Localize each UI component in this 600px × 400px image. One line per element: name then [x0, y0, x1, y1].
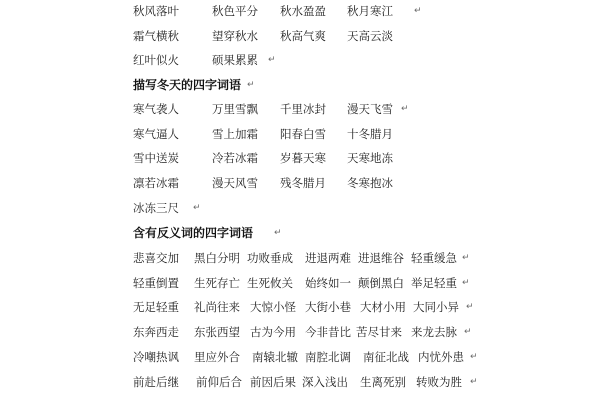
idiom: 生死攸关	[247, 276, 293, 290]
idiom: 雪中送炭	[133, 151, 179, 165]
idiom: 东奔西走	[133, 325, 179, 339]
idiom: 硕果累累	[212, 53, 258, 67]
idiom: 苦尽甘来	[356, 325, 402, 339]
idiom: 始终如一	[305, 276, 351, 290]
idiom: 大同小异	[413, 300, 459, 314]
idiom: 前赴后继	[133, 375, 179, 389]
idiom: 进退维谷	[358, 251, 404, 265]
antonym-idiom-row	[0, 297, 600, 317]
idiom: 转败为胜	[416, 375, 462, 389]
paragraph-mark-icon: ↵	[274, 228, 282, 238]
idiom: 冬寒抱冰	[347, 176, 393, 190]
idiom: 黑白分明	[194, 251, 240, 265]
idiom: 里应外合	[194, 350, 240, 364]
idiom: 冷嘲热讽	[133, 350, 179, 364]
winter-idiom-row	[0, 173, 600, 193]
section-heading-row	[0, 223, 600, 243]
idiom: 漫天风雪	[212, 176, 258, 190]
idiom: 秋色平分	[212, 4, 258, 18]
idiom: 残冬腊月	[280, 176, 326, 190]
section-heading-row	[0, 75, 600, 95]
antonym-idiom-row	[0, 322, 600, 342]
idiom: 举足轻重	[411, 276, 457, 290]
autumn-idiom-row	[0, 26, 600, 46]
paragraph-mark-icon: ↵	[462, 278, 470, 288]
paragraph-mark-icon: ↵	[470, 377, 478, 387]
idiom: 凛若冰霜	[133, 176, 179, 190]
idiom: 十冬腊月	[347, 127, 393, 141]
idiom: 千里冰封	[280, 102, 326, 116]
idiom: 秋水盈盈	[280, 4, 326, 18]
idiom: 功败垂成	[247, 251, 293, 265]
idiom: 进退两难	[305, 251, 351, 265]
antonym-idiom-row	[0, 347, 600, 367]
paragraph-mark-icon: ↵	[414, 6, 422, 16]
idiom: 南征北战	[363, 350, 409, 364]
idiom: 霜气横秋	[133, 29, 179, 43]
antonym-idiom-row	[0, 273, 600, 293]
idiom: 秋风落叶	[133, 4, 179, 18]
paragraph-mark-icon: ↵	[193, 203, 201, 213]
paragraph-mark-icon: ↵	[466, 302, 474, 312]
idiom: 大惊小怪	[250, 300, 296, 314]
winter-heading: 描写冬天的四字词语	[133, 78, 242, 92]
idiom: 万里雪飘	[212, 102, 258, 116]
idiom: 天寒地冻	[347, 151, 393, 165]
idiom: 颠倒黑白	[358, 276, 404, 290]
paragraph-mark-icon: ↵	[464, 327, 472, 337]
idiom: 轻重倒置	[133, 276, 179, 290]
idiom: 南辕北辙	[252, 350, 298, 364]
winter-idiom-row	[0, 148, 600, 168]
idiom: 轻重缓急	[411, 251, 457, 265]
autumn-idiom-row	[0, 50, 600, 70]
idiom: 生离死别	[360, 375, 406, 389]
idiom: 东张西望	[194, 325, 240, 339]
idiom: 生死存亡	[194, 276, 240, 290]
idiom: 深入浅出	[302, 375, 348, 389]
idiom: 冷若冰霜	[212, 151, 258, 165]
idiom: 红叶似火	[133, 53, 179, 67]
idiom: 漫天飞雪	[347, 102, 393, 116]
idiom: 寒气逼人	[133, 127, 179, 141]
idiom: 岁暮天寒	[280, 151, 326, 165]
winter-idiom-row	[0, 124, 600, 144]
idiom: 来龙去脉	[411, 325, 457, 339]
idiom: 天高云淡	[347, 29, 393, 43]
idiom: 内忧外患	[418, 350, 464, 364]
paragraph-mark-icon: ↵	[268, 55, 276, 65]
winter-idiom-row	[0, 198, 600, 218]
paragraph-mark-icon: ↵	[401, 104, 409, 114]
idiom: 前因后果	[250, 375, 296, 389]
idiom: 大材小用	[360, 300, 406, 314]
idiom: 今非昔比	[305, 325, 351, 339]
winter-idiom-row	[0, 99, 600, 119]
idiom: 秋高气爽	[280, 29, 326, 43]
antonym-idiom-row	[0, 372, 600, 392]
idiom: 雪上加霜	[212, 127, 258, 141]
antonym-idiom-row	[0, 248, 600, 268]
idiom: 礼尚往来	[194, 300, 240, 314]
paragraph-mark-icon: ↵	[462, 253, 470, 263]
paragraph-mark-icon: ↵	[247, 80, 255, 90]
idiom: 望穿秋水	[212, 29, 258, 43]
idiom: 大街小巷	[305, 300, 351, 314]
idiom: 悲喜交加	[133, 251, 179, 265]
idiom: 阳春白雪	[280, 127, 326, 141]
idiom: 前仰后合	[196, 375, 242, 389]
idiom: 南腔北调	[305, 350, 351, 364]
idiom: 秋月寒江	[347, 4, 393, 18]
idiom: 冰冻三尺	[133, 201, 179, 215]
autumn-idiom-row	[0, 1, 600, 21]
idiom: 无足轻重	[133, 300, 179, 314]
paragraph-mark-icon: ↵	[470, 352, 478, 362]
antonyms-heading: 含有反义词的四字词语	[133, 226, 254, 240]
idiom: 寒气袭人	[133, 102, 179, 116]
idiom: 古为今用	[250, 325, 296, 339]
